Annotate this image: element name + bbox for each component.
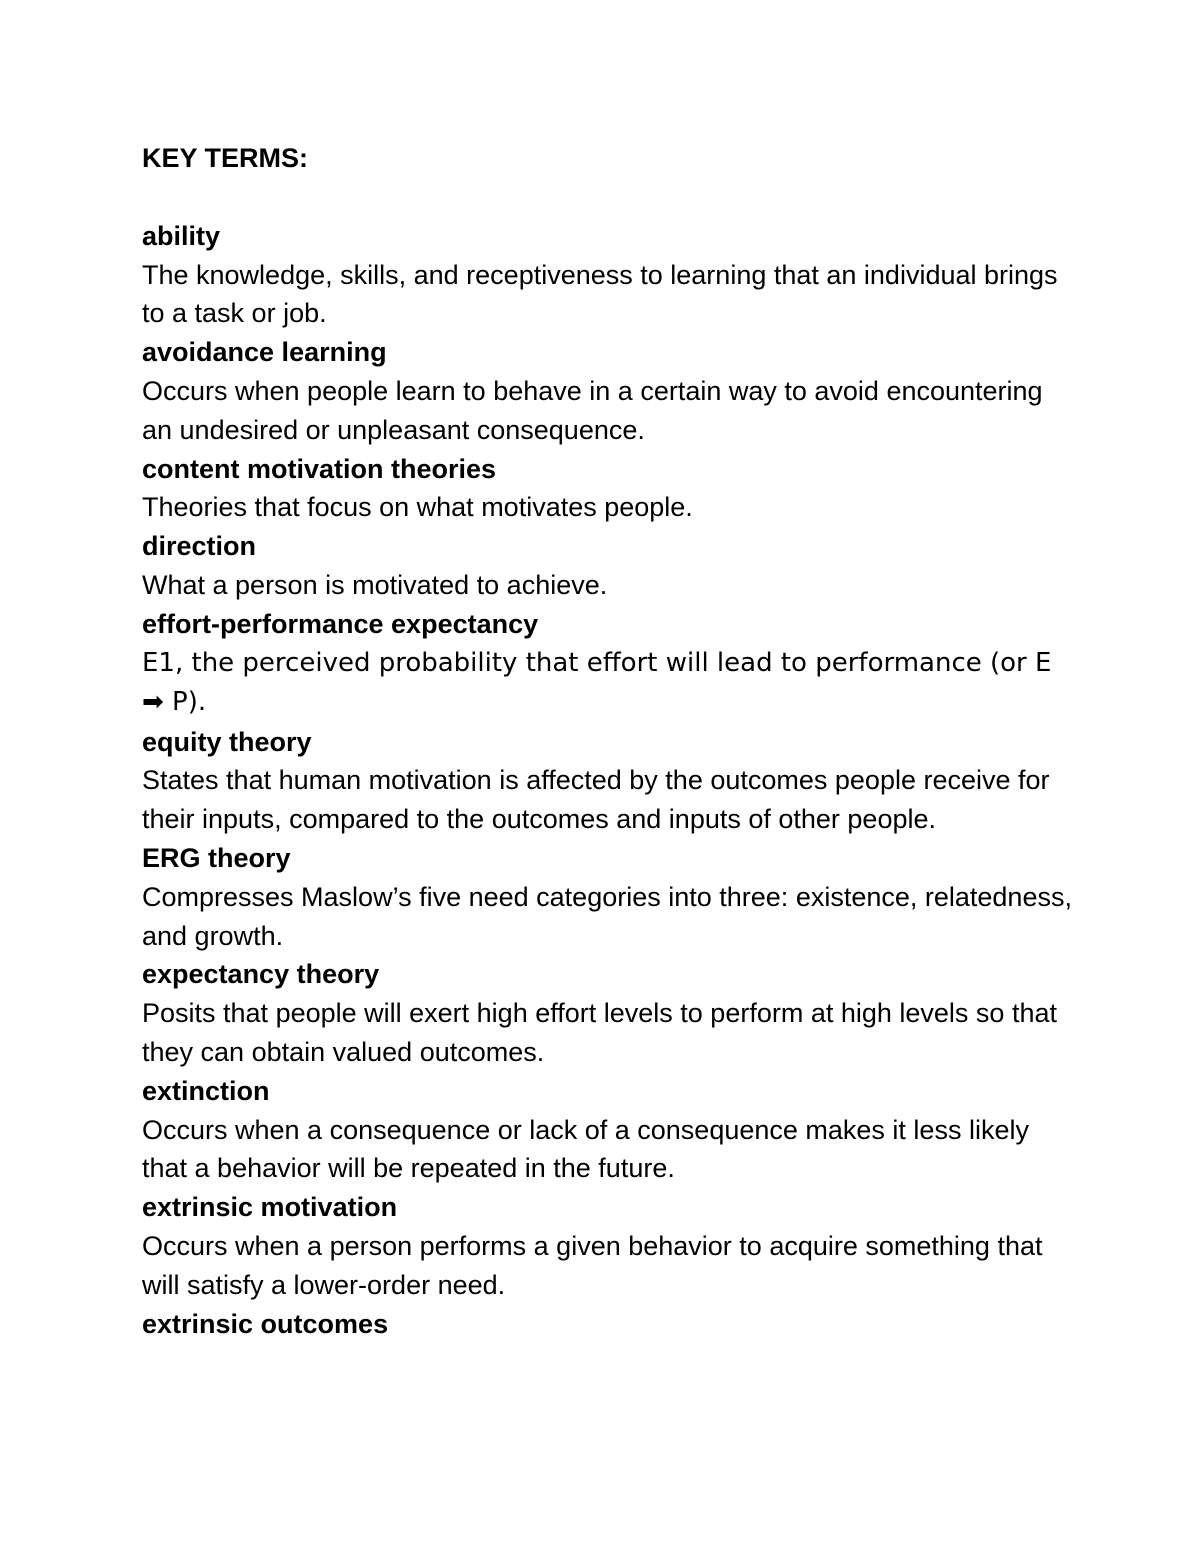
term-definition: E1, the perceived probability that effort will lead to performance (or E ➡ P). [142,647,1052,718]
glossary-entry [142,1188,1072,1304]
glossary-entry [142,1072,1072,1188]
glossary-entry [142,217,1072,333]
term-definition: Theories that focus on what motivates people. [142,492,693,523]
term-title: extinction [142,1075,270,1106]
glossary-entry [142,1305,1072,1344]
term-title: ability [142,220,221,251]
term-definition: The knowledge, skills, and receptiveness to learning that an individual brings to a task or job. [142,259,1058,329]
glossary-entry [142,605,1072,723]
document-content [142,139,1072,1343]
term-definition: Occurs when a consequence or lack of a consequence makes it less likely that a behavior will be repeated in the future. [142,1114,1029,1184]
page-heading: KEY TERMS: [142,143,309,173]
term-title: extrinsic outcomes [142,1308,389,1339]
glossary-entry [142,527,1072,605]
term-title: avoidance learning [142,337,387,368]
glossary-entry [142,955,1072,1071]
glossary-entry [142,450,1072,528]
term-title: ERG theory [142,842,291,873]
term-title: direction [142,531,257,562]
term-definition: Posits that people will exert high effort levels to perform at high levels so that they can obtain valued outcomes. [142,998,1057,1067]
term-title: equity theory [142,726,312,757]
glossary-entry [142,839,1072,955]
term-definition: Occurs when a person performs a given behavior to acquire something that will satisfy a lower-order need. [142,1230,1043,1300]
term-title: content motivation theories [142,453,497,484]
term-title: effort-performance expectancy [142,608,539,639]
term-definition: Occurs when people learn to behave in a certain way to avoid encountering an undesired or unpleasant consequence. [142,375,1043,445]
term-definition: Compresses Maslow’s five need categories into three: existence, relatedness, and growth. [142,881,1072,951]
term-title: expectancy theory [142,959,380,990]
term-definition: What a person is motivated to achieve. [142,569,608,600]
term-definition: States that human motivation is affected by the outcomes people receive for their inputs, compared to the outcomes and inputs of other people. [142,765,1050,835]
glossary-entry [142,333,1072,449]
term-title: extrinsic motivation [142,1192,398,1223]
glossary-entry [142,723,1072,839]
